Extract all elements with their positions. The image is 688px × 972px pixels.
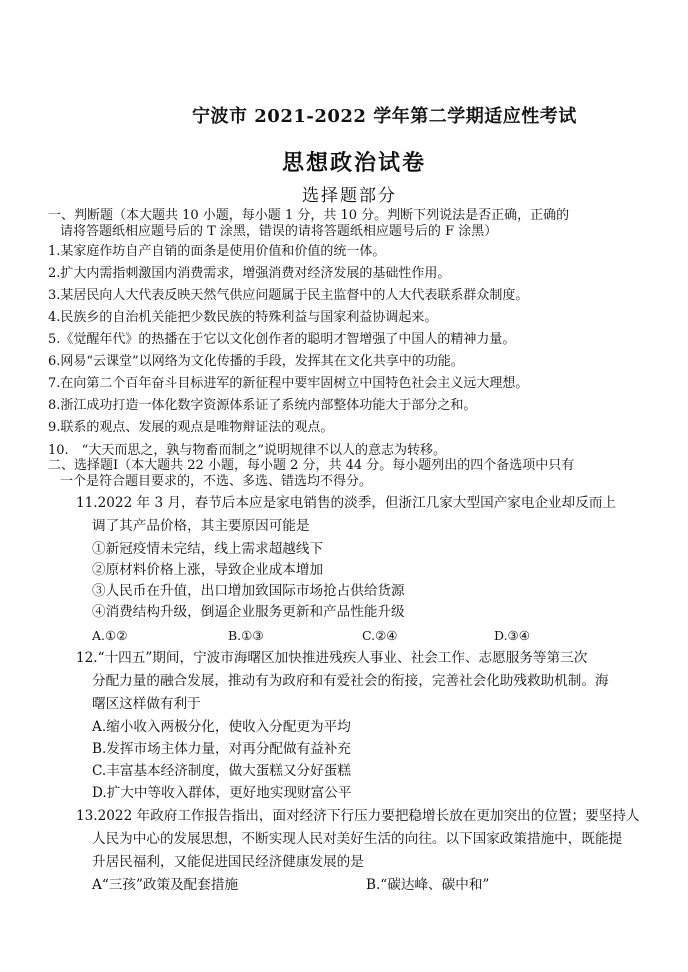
q11-statement-4: ④消费结构升级，倒逼企业服务更新和产品性能升级	[92, 604, 405, 620]
q11-option-d: D.③④	[494, 628, 530, 643]
section-heading: 选择题部分	[302, 186, 397, 206]
q11-statement-1: ①新冠疫情未完结，线上需求超越线下	[92, 541, 324, 557]
q13-option-b: B.“碳达峰、碳中和”	[366, 877, 490, 893]
judge-item-5: 5.《觉醒年代》的热播在于它以文化创作者的聪明才智增强了中国人的精神力量。	[48, 332, 516, 347]
q11-statement-3: ③人民币在升值，出口增加致国际市场抢占供给货源	[92, 583, 405, 599]
q12-stem-line2: 分配力量的融合发展，推动有为政府和有爱社会的衔接，完善社会化助残救助机制。海	[92, 673, 609, 689]
exam-title: 宁波市 2021-2022 学年第二学期适应性考试	[192, 106, 577, 127]
part2-instruction-line1: 二、选择题Ⅰ（本大题共 22 小题，每小题 2 分，共 44 分。每小题列出的四个备选项中只有	[48, 458, 575, 473]
q12-option-c: C.丰富基本经济制度，做大蛋糕又分好蛋糕	[92, 763, 351, 779]
judge-item-8: 8.浙江成功打造一体化数字资源体系证了系统内部整体功能大于部分之和。	[48, 398, 477, 413]
q13-stem-line1: 13.2022 年政府工作报告指出，面对经济下行压力要把稳增长放在更加突出的位置；要坚持人	[76, 808, 640, 824]
part1-instruction-line1: 一、判断题（本大题共 10 小题，每小题 1 分，共 10 分。判断下列说法是否正确，正确的	[48, 208, 570, 223]
q13-stem-line3: 升居民福利，又能促进国民经济健康发展的是	[92, 854, 364, 870]
judge-item-9: 9.联系的观点、发展的观点是唯物辩证法的观点。	[48, 420, 334, 435]
q13-option-a: A“三孩”政策及配套措施	[92, 877, 239, 893]
q12-option-b: B.发挥市场主体力量，对再分配做有益补充	[92, 741, 351, 757]
part2-instruction-line2: 一个是符合题目要求的，不选、多选、错选均不得分。	[60, 474, 373, 489]
q12-option-d: D.扩大中等收入群体，更好地实现财富公平	[92, 785, 352, 801]
judge-item-3: 3.某居民向人大代表反映天然气供应问题属于民主监督中的人大代表联系群众制度。	[48, 288, 529, 303]
judge-item-2: 2.扩大内需指刺激国内消费需求，增强消费对经济发展的基础性作用。	[48, 266, 451, 281]
part1-instruction-line2: 请将答题纸相应题号后的 T 涂黑，错误的请将答题纸相应题号后的 F 涂黑）	[60, 224, 498, 239]
q12-stem-line3: 曙区这样做有利于	[92, 696, 201, 712]
q11-statement-2: ②原材料价格上涨，导致企业成本增加	[92, 562, 324, 578]
judge-item-6: 6.网易“云课堂”以网络为文化传播的手段，发挥其在文化共享中的功能。	[48, 354, 464, 369]
q12-stem-line1: 12.“十四五”期间，宁波市海曙区加快推进残疾人事业、社会工作、志愿服务等第三次	[76, 650, 588, 666]
judge-item-10: 10. “大天而思之，孰与物畜而制之”说明规律不以人的意志为转移。	[48, 443, 446, 458]
judge-item-1: 1.某家庭作坊自产自销的面条是使用价值和价值的统一体。	[48, 244, 386, 259]
q11-option-b: B.①③	[228, 628, 264, 643]
judge-item-4: 4.民族乡的自治机关能把少数民族的特殊利益与国家利益协调起来。	[48, 310, 438, 325]
judge-item-7: 7.在向第二个百年奋斗目标进军的新征程中要牢固树立中国特色社会主义远大理想。	[48, 376, 529, 391]
q11-stem-line2: 调了其产品价格，其主要原因可能是	[92, 518, 310, 534]
exam-subtitle: 思想政治试卷	[282, 150, 427, 176]
q11-stem-line1: 11.2022 年 3 月，春节后本应是家电销售的淡季，但浙江几家大型国产家电企业却反而上	[76, 495, 617, 511]
q12-option-a: A.缩小收入两极分化，使收入分配更为平均	[92, 719, 351, 735]
q11-option-a: A.①②	[92, 628, 128, 643]
q11-option-c: C.②④	[362, 628, 398, 643]
q13-stem-line2: 人民为中心的发展思想，不断实现人民对美好生活的向往。以下国家政策措施中，既能提	[92, 831, 623, 847]
